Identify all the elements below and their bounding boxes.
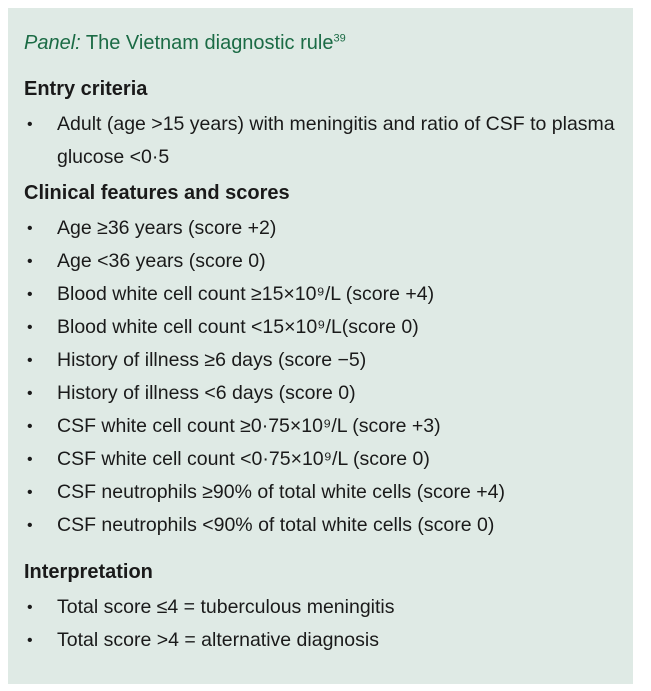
bullet-icon: • <box>27 599 33 616</box>
list-item <box>24 509 617 542</box>
list-item <box>24 476 617 509</box>
list-item-text: CSF neutrophils <90% of total white cells (score 0) <box>57 514 495 536</box>
bullet-icon: • <box>27 220 33 237</box>
interpretation-heading: Interpretation <box>24 561 153 583</box>
panel-title-reference: 39 <box>333 32 346 45</box>
bullet-icon: • <box>27 418 33 435</box>
entry-criteria-section <box>24 76 617 174</box>
list-item-text: Blood white cell count ≥15×10⁹/L (score +4) <box>57 283 435 305</box>
list-item <box>24 624 617 657</box>
bullet-icon: • <box>27 286 33 303</box>
bullet-icon: • <box>27 116 33 133</box>
list-item <box>24 344 617 377</box>
list-item <box>24 108 632 174</box>
list-item <box>24 591 617 624</box>
list-item-text: CSF white cell count <0·75×10⁹/L (score 0) <box>57 448 430 470</box>
list-item-text: Total score >4 = alternative diagnosis <box>57 629 379 651</box>
list-item <box>24 377 617 410</box>
panel-title-text: The Vietnam diagnostic rule <box>80 32 334 54</box>
list-item <box>24 278 617 311</box>
list-item <box>24 410 617 443</box>
list-item-text: Total score ≤4 = tuberculous meningitis <box>57 596 395 618</box>
interpretation-section <box>24 559 617 657</box>
list-item-text: CSF neutrophils ≥90% of total white cells (score +4) <box>57 481 506 503</box>
interpretation-list <box>24 591 617 657</box>
entry-criteria-heading: Entry criteria <box>24 78 148 100</box>
list-item <box>24 212 617 245</box>
bullet-icon: • <box>27 451 33 468</box>
list-item <box>24 245 617 278</box>
list-item-text: Age ≥36 years (score +2) <box>57 217 277 239</box>
bullet-icon: • <box>27 484 33 501</box>
clinical-features-heading: Clinical features and scores <box>24 182 290 204</box>
diagnostic-panel <box>8 8 633 684</box>
clinical-features-section <box>24 180 617 542</box>
panel-title-label: Panel: <box>24 32 81 54</box>
list-item-text: Adult (age >15 years) with meningitis and ratio of CSF to plasma glucose <0·5 <box>57 113 615 168</box>
list-item-text: History of illness <6 days (score 0) <box>57 382 356 404</box>
list-item-text: CSF white cell count ≥0·75×10⁹/L (score +3) <box>57 415 441 437</box>
list-item <box>24 443 617 476</box>
list-item-text: History of illness ≥6 days (score −5) <box>57 349 367 371</box>
list-item <box>24 311 617 344</box>
panel-title <box>24 30 617 56</box>
list-item-text: Blood white cell count <15×10⁹/L(score 0) <box>57 316 419 338</box>
bullet-icon: • <box>27 632 33 649</box>
bullet-icon: • <box>27 319 33 336</box>
bullet-icon: • <box>27 517 33 534</box>
bullet-icon: • <box>27 352 33 369</box>
list-item-text: Age <36 years (score 0) <box>57 250 266 272</box>
entry-criteria-list <box>24 108 617 174</box>
bullet-icon: • <box>27 385 33 402</box>
bullet-icon: • <box>27 253 33 270</box>
clinical-features-list <box>24 212 617 542</box>
